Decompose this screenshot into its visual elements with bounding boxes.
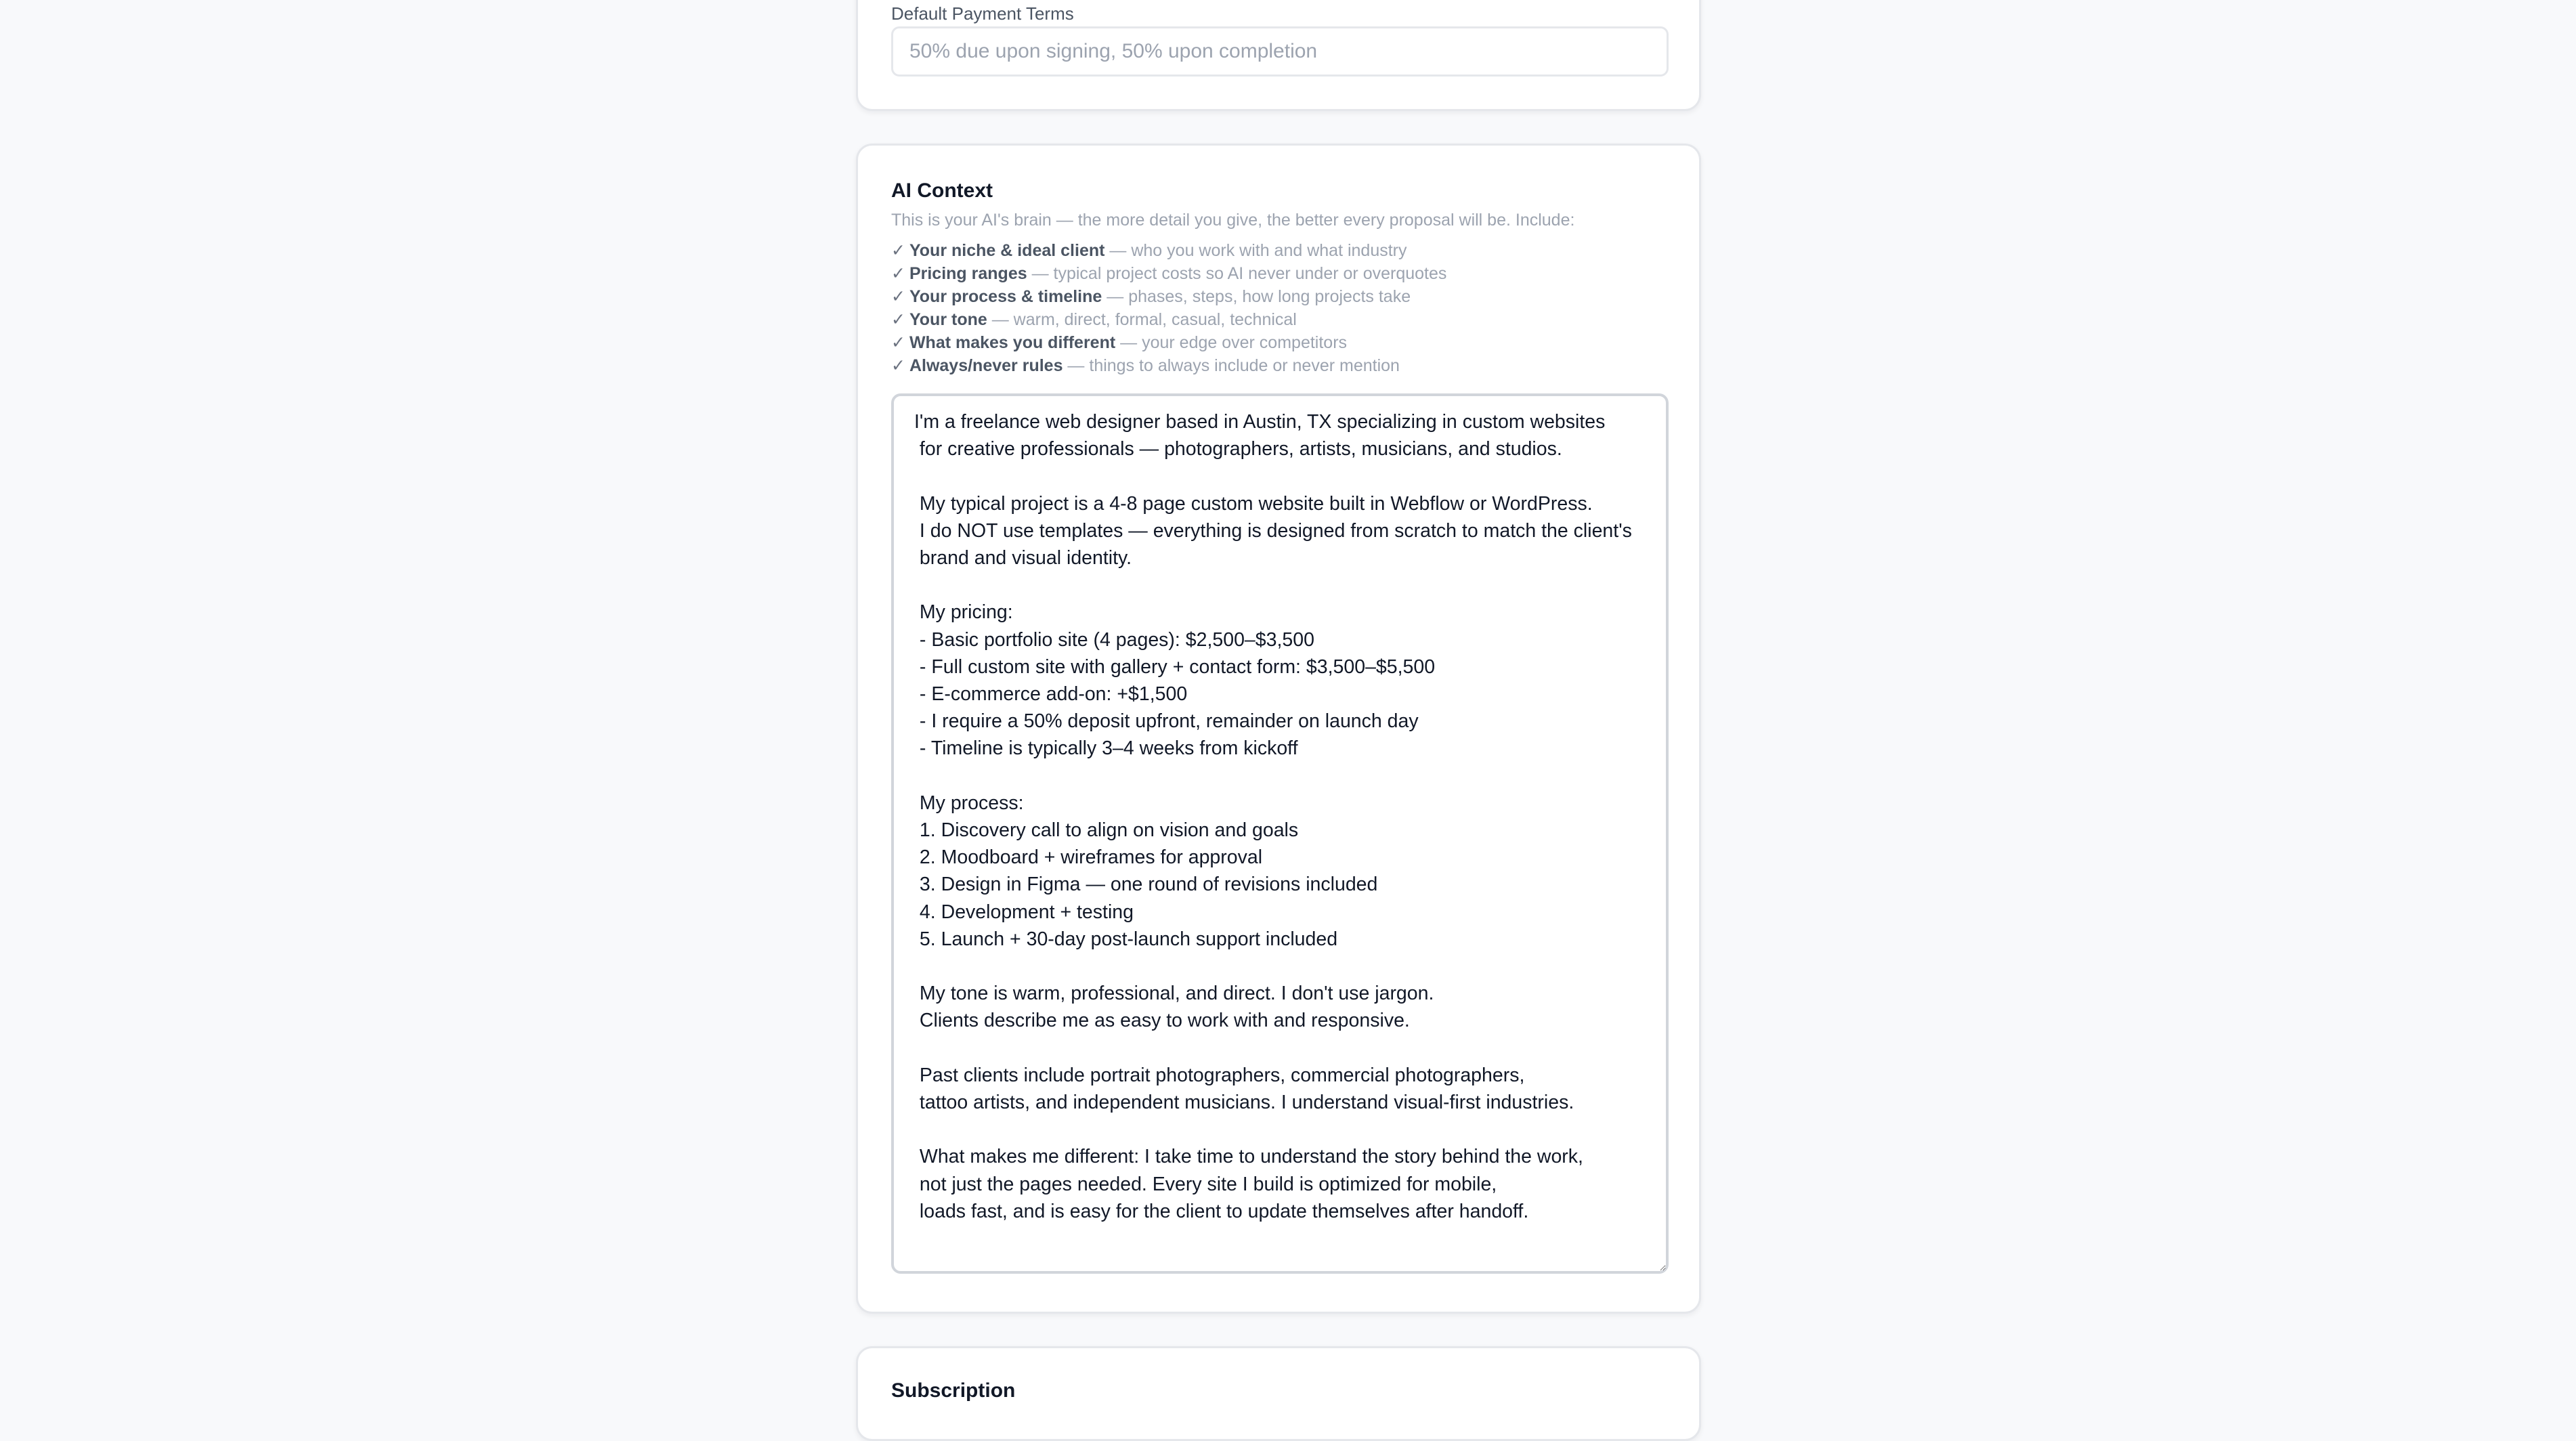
checklist-item — [891, 239, 1446, 262]
check-icon: ✓ — [891, 241, 905, 260]
checklist-item — [891, 331, 1446, 354]
checklist-item-detail: — your edge over competitors — [1120, 333, 1348, 352]
checklist-item-detail: — warm, direct, formal, casual, technical — [991, 310, 1297, 329]
checklist-item-detail: — typical project costs so AI never under or overquotes — [1031, 264, 1447, 283]
check-icon: ✓ — [891, 333, 905, 352]
checklist-item-detail: — who you work with and what industry — [1109, 241, 1407, 260]
checklist-item-detail: — things to always include or never mention — [1067, 356, 1400, 375]
ai-context-checklist — [891, 239, 1446, 377]
checklist-item-label: Your process & timeline — [909, 287, 1102, 306]
payment-terms-input[interactable] — [891, 26, 1669, 77]
checklist-item — [891, 354, 1446, 377]
checklist-item-label: Always/never rules — [909, 356, 1063, 375]
check-icon: ✓ — [891, 264, 905, 283]
checklist-item-label: Pricing ranges — [909, 264, 1027, 283]
checklist-item-label: Your niche & ideal client — [909, 241, 1105, 260]
check-icon: ✓ — [891, 356, 905, 375]
checklist-item-label: What makes you different — [909, 333, 1116, 352]
payment-terms-label: Default Payment Terms — [891, 3, 1074, 24]
check-icon: ✓ — [891, 310, 905, 329]
ai-context-textarea[interactable] — [891, 393, 1669, 1274]
ai-context-description: This is your AI's brain — the more detail you give, the better every proposal will be. Include: — [891, 211, 1575, 230]
checklist-item-detail: — phases, steps, how long projects take — [1107, 287, 1411, 306]
check-icon: ✓ — [891, 287, 905, 306]
payment-terms-card — [856, 0, 1701, 111]
ai-context-card — [856, 144, 1701, 1314]
ai-context-title: AI Context — [891, 179, 993, 202]
checklist-item — [891, 308, 1446, 331]
subscription-title: Subscription — [891, 1379, 1016, 1402]
checklist-item — [891, 285, 1446, 308]
checklist-item — [891, 262, 1446, 285]
subscription-card — [856, 1346, 1701, 1441]
checklist-item-label: Your tone — [909, 310, 987, 329]
